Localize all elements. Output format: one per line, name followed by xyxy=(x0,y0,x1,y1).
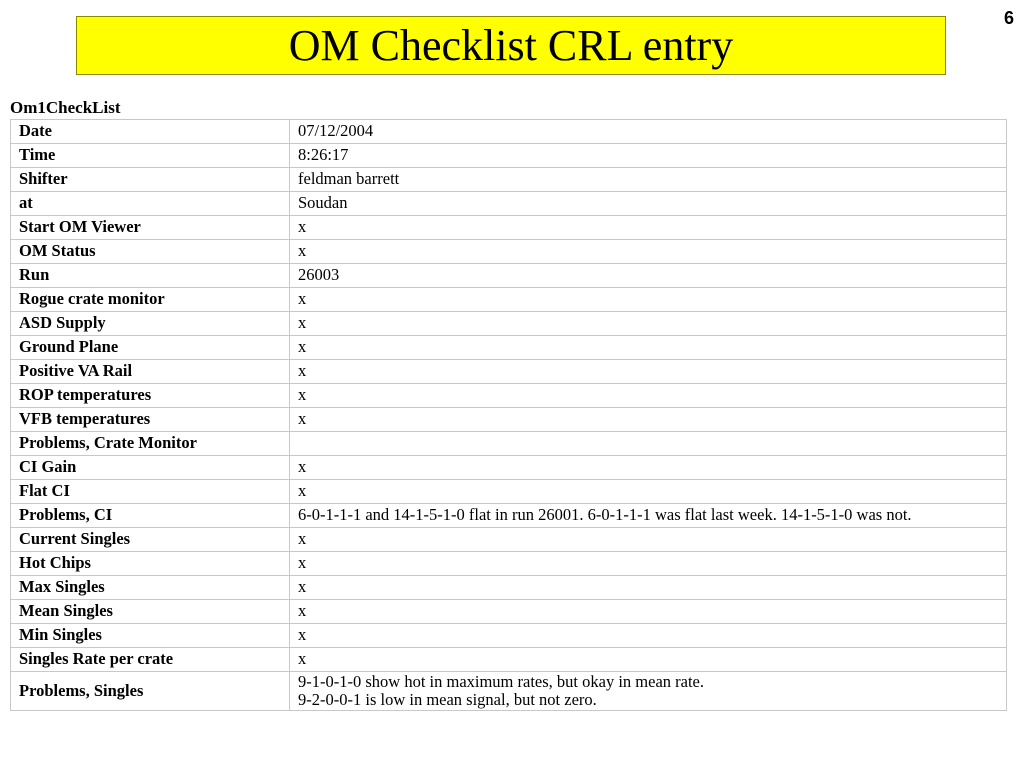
table-row xyxy=(11,552,1007,576)
field-label: Problems, Singles xyxy=(11,672,290,711)
field-value: x xyxy=(290,576,1007,600)
table-row xyxy=(11,168,1007,192)
field-label: Ground Plane xyxy=(11,336,290,360)
field-label: Flat CI xyxy=(11,480,290,504)
field-value: x xyxy=(290,600,1007,624)
table-row xyxy=(11,240,1007,264)
table-row xyxy=(11,648,1007,672)
field-value: x xyxy=(290,216,1007,240)
field-label: Rogue crate monitor xyxy=(11,288,290,312)
table-row xyxy=(11,120,1007,144)
field-label: VFB temperatures xyxy=(11,408,290,432)
title-banner xyxy=(76,16,946,75)
table-row xyxy=(11,672,1007,711)
field-value: x xyxy=(290,360,1007,384)
field-label: Current Singles xyxy=(11,528,290,552)
field-label: CI Gain xyxy=(11,456,290,480)
table-row xyxy=(11,336,1007,360)
table-row xyxy=(11,360,1007,384)
table-row xyxy=(11,504,1007,528)
field-value: 07/12/2004 xyxy=(290,120,1007,144)
field-value: 6-0-1-1-1 and 14-1-5-1-0 flat in run 26001. 6-0-1-1-1 was flat last week. 14-1-5-1-0 was not. xyxy=(290,504,1007,528)
field-label: Start OM Viewer xyxy=(11,216,290,240)
table-row xyxy=(11,192,1007,216)
field-value xyxy=(290,672,1007,711)
page-title: OM Checklist CRL entry xyxy=(288,20,734,70)
field-label: Problems, Crate Monitor xyxy=(11,432,290,456)
field-value: x xyxy=(290,240,1007,264)
field-value: 8:26:17 xyxy=(290,144,1007,168)
field-label: Max Singles xyxy=(11,576,290,600)
table-row xyxy=(11,216,1007,240)
field-value: x xyxy=(290,648,1007,672)
field-label: Hot Chips xyxy=(11,552,290,576)
table-row xyxy=(11,624,1007,648)
field-label: ROP temperatures xyxy=(11,384,290,408)
field-value-line: 9-2-0-0-1 is low in mean signal, but not zero. xyxy=(298,690,597,710)
field-label: Min Singles xyxy=(11,624,290,648)
table-row xyxy=(11,144,1007,168)
field-value: x xyxy=(290,528,1007,552)
field-label: Time xyxy=(11,144,290,168)
field-label: OM Status xyxy=(11,240,290,264)
field-value: x xyxy=(290,336,1007,360)
field-value: 26003 xyxy=(290,264,1007,288)
field-label: Run xyxy=(11,264,290,288)
field-value: x xyxy=(290,456,1007,480)
table-row xyxy=(11,456,1007,480)
field-value: x xyxy=(290,480,1007,504)
table-caption: Om1CheckList xyxy=(10,98,121,117)
field-value-line: 9-1-0-1-0 show hot in maximum rates, but okay in mean rate. xyxy=(298,672,704,691)
field-value: feldman barrett xyxy=(290,168,1007,192)
field-label: ASD Supply xyxy=(11,312,290,336)
field-label: Problems, CI xyxy=(11,504,290,528)
table-row xyxy=(11,408,1007,432)
table-row xyxy=(11,288,1007,312)
field-label: Date xyxy=(11,120,290,144)
table-row xyxy=(11,480,1007,504)
field-value: x xyxy=(290,552,1007,576)
field-value: x xyxy=(290,288,1007,312)
field-value: x xyxy=(290,384,1007,408)
table-row xyxy=(11,528,1007,552)
table-row xyxy=(11,576,1007,600)
table-row xyxy=(11,432,1007,456)
field-label: at xyxy=(11,192,290,216)
field-label: Shifter xyxy=(11,168,290,192)
table-row xyxy=(11,600,1007,624)
field-value: x xyxy=(290,312,1007,336)
field-value: x xyxy=(290,408,1007,432)
page-number: 6 xyxy=(1003,8,1014,28)
field-label: Positive VA Rail xyxy=(11,360,290,384)
table-row xyxy=(11,384,1007,408)
field-value xyxy=(290,432,1007,456)
table-row xyxy=(11,312,1007,336)
checklist-table xyxy=(10,119,1007,711)
field-value: Soudan xyxy=(290,192,1007,216)
field-value: x xyxy=(290,624,1007,648)
field-label: Singles Rate per crate xyxy=(11,648,290,672)
field-label: Mean Singles xyxy=(11,600,290,624)
table-row xyxy=(11,264,1007,288)
